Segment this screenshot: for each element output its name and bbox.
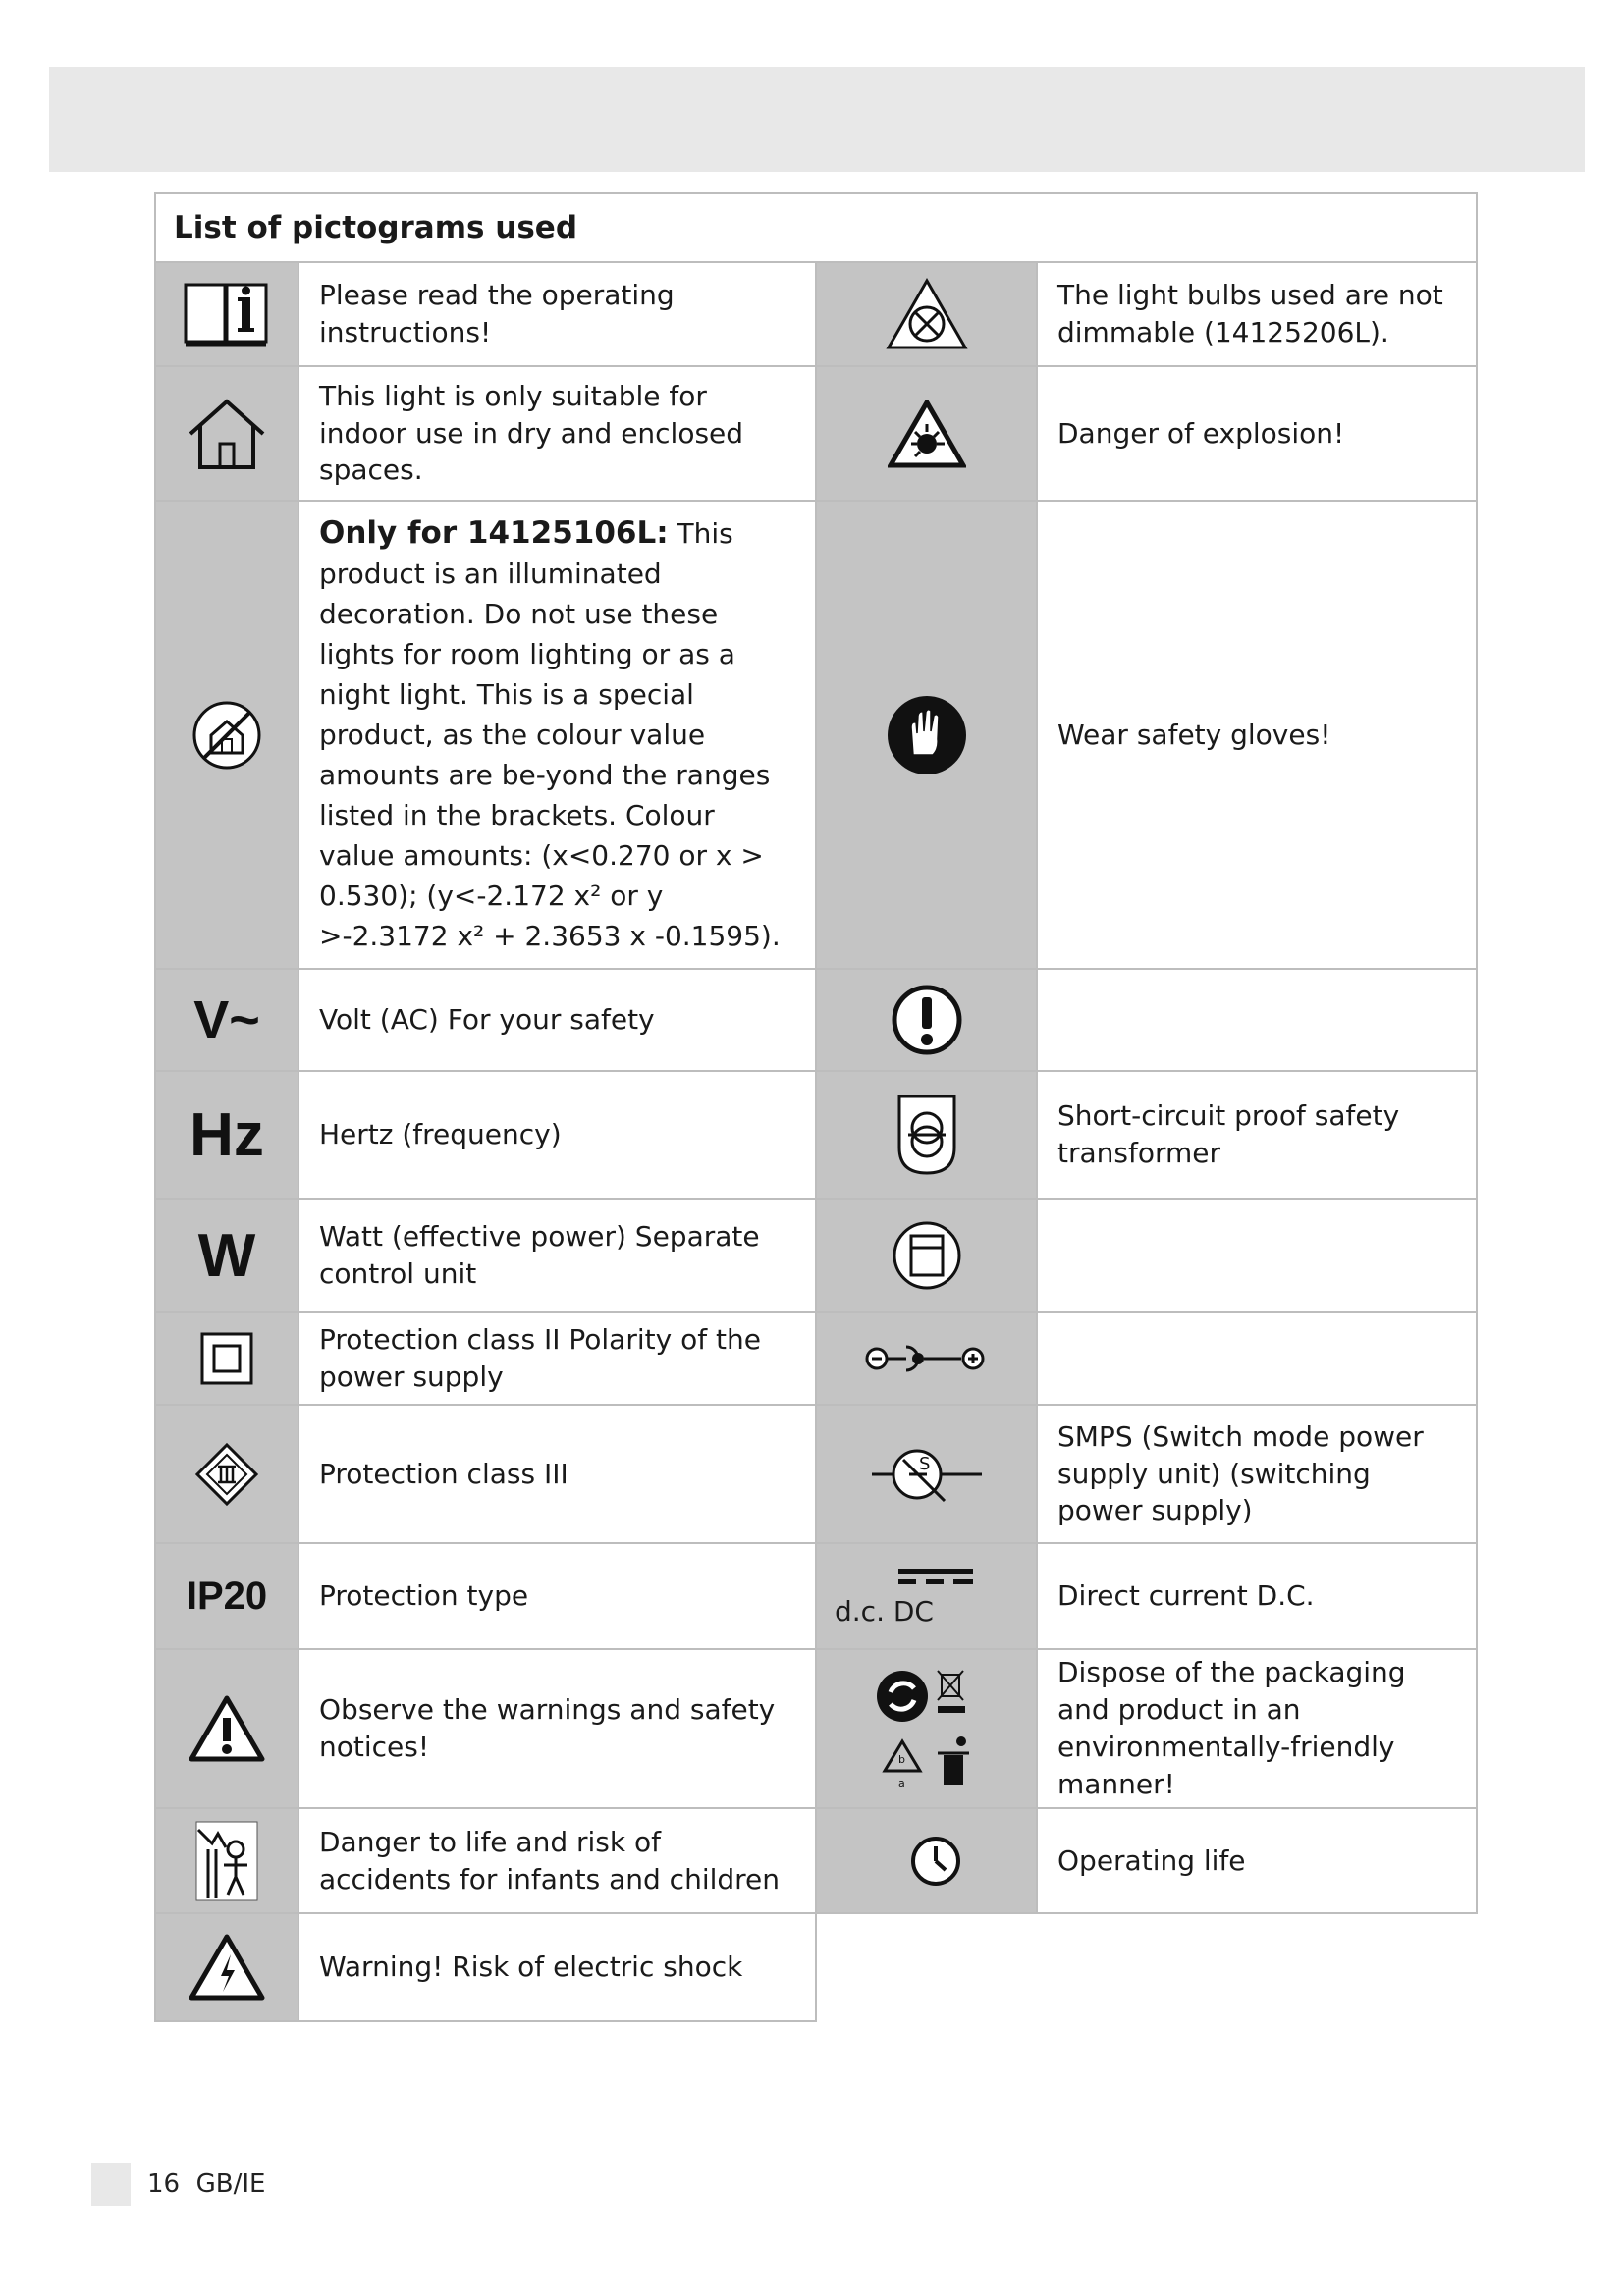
table-row xyxy=(155,1405,1477,1543)
svg-text:b: b xyxy=(897,1753,905,1766)
protection-class-2-text: Protection class II Polarity of the power supply xyxy=(298,1312,816,1405)
child-danger-icon xyxy=(155,1808,298,1913)
protection-class-3-icon xyxy=(155,1405,298,1543)
page-footer xyxy=(147,2169,265,2199)
protection-class-2-icon xyxy=(155,1312,298,1405)
product-id-label: Only for 14125106L: xyxy=(319,515,669,551)
watt-icon: W xyxy=(155,1199,298,1312)
operating-life-text: Operating life xyxy=(1037,1808,1477,1913)
table-row xyxy=(155,1913,1477,2021)
direct-current-icon xyxy=(816,1543,1037,1649)
page-footer-marker xyxy=(91,2163,131,2206)
hertz-text: Hertz (frequency) xyxy=(298,1071,816,1199)
table-row xyxy=(155,1071,1477,1199)
page-number: 16 xyxy=(147,2169,181,2199)
table-row xyxy=(155,262,1477,366)
child-danger-text: Danger to life and risk of accidents for infants and children xyxy=(298,1808,816,1913)
warning-triangle-icon xyxy=(155,1649,298,1808)
polarity-icon xyxy=(816,1312,1037,1405)
safety-gloves-text: Wear safety gloves! xyxy=(1037,501,1477,969)
table-row xyxy=(155,1312,1477,1405)
safety-transformer-icon xyxy=(816,1071,1037,1199)
safety-gloves-icon xyxy=(816,501,1037,969)
safety-exclamation-text xyxy=(1037,969,1477,1071)
indoor-use-icon xyxy=(155,366,298,501)
electric-shock-icon xyxy=(155,1913,298,2021)
locale-label: GB/IE xyxy=(195,2169,266,2199)
hertz-icon: Hz xyxy=(155,1071,298,1199)
explosion-danger-icon xyxy=(816,366,1037,501)
table-row xyxy=(155,501,1477,969)
explosion-danger-text: Danger of explosion! xyxy=(1037,366,1477,501)
table-row xyxy=(155,1808,1477,1913)
smps-icon xyxy=(816,1405,1037,1543)
not-dimmable-icon xyxy=(816,262,1037,366)
not-dimmable-text: The light bulbs used are not dimmable (14125206L). xyxy=(1037,262,1477,366)
pictogram-table xyxy=(154,192,1478,2022)
polarity-text xyxy=(1037,1312,1477,1405)
protection-class-3-text: Protection class III xyxy=(298,1405,816,1543)
volt-ac-icon: V~ xyxy=(155,969,298,1071)
direct-current-text: Direct current D.C. xyxy=(1037,1543,1477,1649)
table-row xyxy=(155,1199,1477,1312)
dispose-text: Dispose of the packaging and product in an environmentally-friendly manner! xyxy=(1037,1649,1477,1808)
svg-text:S: S xyxy=(918,1453,930,1474)
safety-exclamation-icon xyxy=(816,969,1037,1071)
page-header-band xyxy=(49,67,1585,172)
ip20-icon: IP20 xyxy=(155,1543,298,1649)
operating-instructions-icon xyxy=(155,262,298,366)
transformer-text: Short-circuit proof safety transformer xyxy=(1037,1071,1477,1199)
control-unit-text xyxy=(1037,1199,1477,1312)
dc-label: d.c. DC xyxy=(835,1594,934,1628)
no-room-lighting-icon xyxy=(155,501,298,969)
recycling-icon xyxy=(816,1649,1037,1808)
volt-text: Volt (AC) For your safety xyxy=(298,969,816,1071)
indoor-use-text: This light is only suitable for indoor use in dry and enclosed spaces. xyxy=(298,366,816,501)
table-row xyxy=(155,1649,1477,1808)
watt-text: Watt (effective power) Separate control unit xyxy=(298,1199,816,1312)
electric-shock-text: Warning! Risk of electric shock xyxy=(298,1913,816,2021)
special-product-description: This product is an illuminated decoration. Do not use these lights for room lighting or as a night light. This is a special product, as the colour value amounts are be-yond the ranges listed in the brackets. Colour value amounts: (x<0.270 or x > 0.530); (y<-2.172 x² or y >-2.3172 x² + 2.3653 x -0.1595). xyxy=(319,517,781,952)
svg-text:a: a xyxy=(897,1777,905,1789)
protection-type-text: Protection type xyxy=(298,1543,816,1649)
table-row xyxy=(155,1543,1477,1649)
control-unit-icon xyxy=(816,1199,1037,1312)
table-title: List of pictograms used xyxy=(155,193,1477,262)
empty-area xyxy=(816,1913,1477,2021)
special-product-text xyxy=(298,501,816,969)
warnings-text: Observe the warnings and safety notices! xyxy=(298,1649,816,1808)
table-row xyxy=(155,969,1477,1071)
smps-text: SMPS (Switch mode power supply unit) (switching power supply) xyxy=(1037,1405,1477,1543)
clock-icon xyxy=(816,1808,1037,1913)
table-row xyxy=(155,366,1477,501)
instructions-text: Please read the operating instructions! xyxy=(298,262,816,366)
